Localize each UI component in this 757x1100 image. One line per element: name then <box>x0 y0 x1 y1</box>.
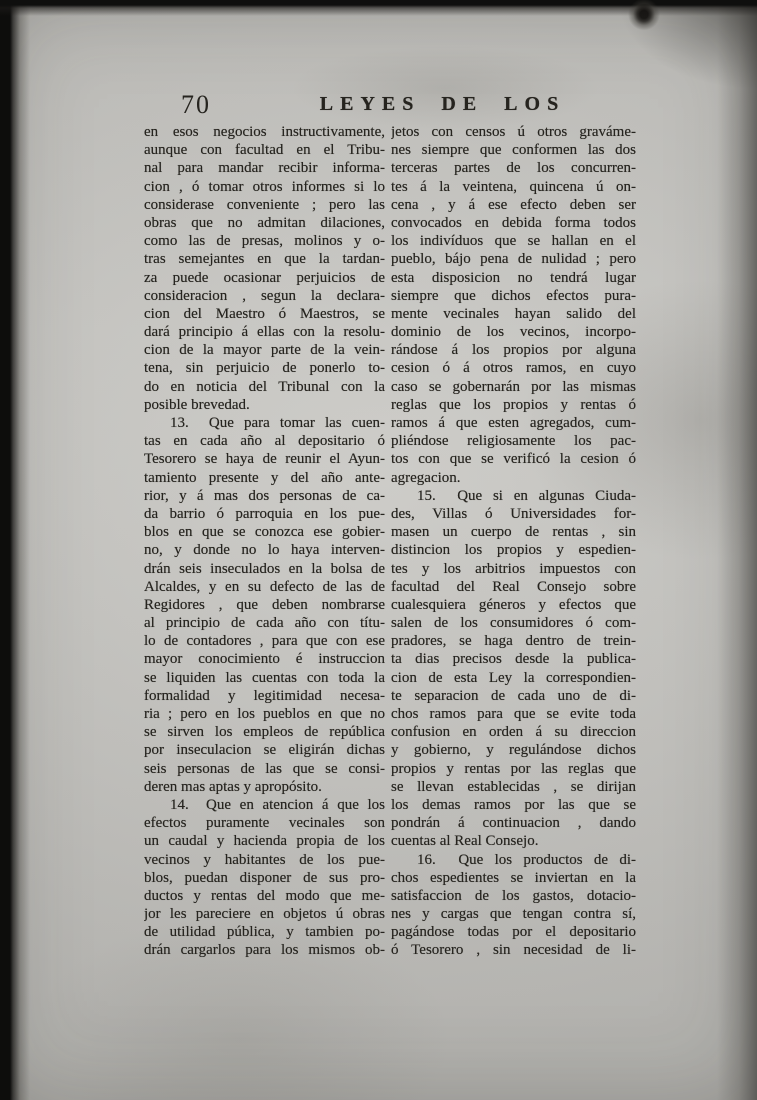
scan-edge-right <box>717 0 757 1100</box>
text-line: convocados en debida forma todos <box>391 214 636 231</box>
text-line: 13. Que para tomar las cuen- <box>170 415 385 431</box>
text-line: nal para mandar recibir informa- <box>144 160 385 177</box>
text-line: nes siempre que conformen las dos <box>391 142 636 159</box>
text-line: pradores, se haga dentro de trein- <box>391 633 636 650</box>
text-line: confusion en orden á su direccion <box>391 724 636 741</box>
text-line: terceras partes de los concurren- <box>391 160 636 177</box>
text-line: tas en cada año al depositario ó <box>144 433 385 450</box>
text-line: efectos puramente vecinales son <box>144 815 385 832</box>
text-line: formalidad y legitimidad necesa- <box>144 687 385 704</box>
text-line: 14. Que en atencion á que los <box>170 796 385 813</box>
text-line: ramos á que esten agregados, cum- <box>391 415 636 431</box>
text-line: Tesorero se haya de reunir el Ayun- <box>144 451 385 468</box>
text-line: aunque con facultad en el Tribu- <box>144 142 385 159</box>
text-line: tena, sin perjuicio de ponerlo to- <box>144 360 385 377</box>
ink-blot <box>628 0 660 32</box>
text-line: por inseculacion se eligirán dichas <box>144 742 385 759</box>
text-line: ria ; pero en los pueblos en que no <box>144 706 385 722</box>
text-line: los demas ramos por las que se <box>391 796 636 813</box>
text-line: obras que no admitan dilaciones, <box>144 214 385 231</box>
text-line: 16. Que los productos de di- <box>417 851 636 868</box>
text-line: rior, y á mas dos personas de ca- <box>144 487 385 504</box>
text-line: esta disposicion no tendrá lugar <box>391 269 636 286</box>
text-line: pagándose todas por el depositario <box>391 924 636 941</box>
text-line: te separacion de cada uno de di- <box>391 687 636 704</box>
text-line: cualesquiera géneros y efectos que <box>391 596 636 613</box>
text-line: distincion los propios y espedien- <box>391 542 636 559</box>
text-line: do en noticia del Tribunal con la <box>144 378 385 395</box>
text-line: en esos negocios instructivamente, <box>144 124 385 140</box>
text-line: cuentas al Real Consejo. <box>391 833 539 850</box>
text-line: nes y cargas que tengan contra sí, <box>391 906 636 923</box>
text-line: blos en que se conozca ese gobier- <box>144 524 385 541</box>
text-column-left <box>144 123 385 960</box>
text-line: cion del Maestro ó Maestros, se <box>144 305 385 322</box>
text-line: un caudal y hacienda propia de los <box>144 833 385 850</box>
text-line: chos ramos para que se evite toda <box>391 706 636 722</box>
text-line: facultad del Real Consejo sobre <box>391 578 636 595</box>
text-line: za puede ocasionar perjuicios de <box>144 269 385 286</box>
text-line: da barrio ó parroquia en los pue- <box>144 505 385 522</box>
text-line: Alcaldes, y en su defecto de las de <box>144 578 385 595</box>
text-line: de utilidad pública, y tambien po- <box>144 924 385 941</box>
text-line: rándose á los propios por alguna <box>391 342 636 359</box>
running-title: LEYES DE LOS <box>319 93 566 115</box>
text-line: reglas que los propios y rentas ó <box>391 396 636 413</box>
text-line: se sirven los empleos de república <box>144 724 385 741</box>
text-line: drán seis inseculados en la bolsa de <box>144 560 385 577</box>
text-line: satisfaccion de los gastos, dotacio- <box>391 887 636 904</box>
text-line: deren mas aptas y apropósito. <box>144 778 322 795</box>
text-line: consideracion , segun la declara- <box>144 287 385 304</box>
text-line: pueblo, bájo pena de nulidad ; pero <box>391 251 636 268</box>
text-line: masen un cuerpo de rentas , sin <box>391 524 636 541</box>
text-line: dominio de los vecinos, incorpo- <box>391 324 636 341</box>
text-line: siempre que dichos efectos pura- <box>391 287 636 304</box>
text-line: propios y rentas por las reglas que <box>391 760 636 777</box>
text-line: Regidores , que deben nombrarse <box>144 596 385 613</box>
text-line: tamiento presente y del año ante- <box>144 469 385 486</box>
text-line: vecinos y habitantes de los pue- <box>144 851 385 868</box>
text-line: mayor conocimiento é instruccion <box>144 651 385 668</box>
text-line: tes á la veintena, quincena ú on- <box>391 178 636 195</box>
text-line: se liquiden las cuentas con toda la <box>144 669 385 686</box>
text-line: considerase conveniente ; pero las <box>144 196 385 213</box>
text-line: cesion ó á otros ramos, en cuyo <box>391 360 636 377</box>
text-line: no, y donde no lo haya interven- <box>144 542 385 559</box>
text-line: cion , ó tomar otros informes si lo <box>144 178 385 195</box>
text-line: ó Tesorero , sin necesidad de li- <box>391 942 636 959</box>
text-line: al principio de cada año con títu- <box>144 615 385 632</box>
text-line: se llevan establecidas , se dirijan <box>391 778 636 795</box>
text-line: blos, puedan disponer de sus pro- <box>144 869 385 886</box>
text-line: cion de esta Ley la correspondien- <box>391 669 636 686</box>
text-line: jor les pareciere en objetos ú obras <box>144 906 385 923</box>
text-line: ta dias precisos desde la publica- <box>391 651 636 668</box>
page-number: 70 <box>181 90 211 119</box>
text-line: tes y los arbitrios impuestos con <box>391 560 636 577</box>
text-line: agregacion. <box>391 469 461 486</box>
text-line: pondrán á continuacion , dando <box>391 815 636 832</box>
text-line: drán cargarlos para los mismos ob- <box>144 942 385 959</box>
text-column-right <box>391 123 636 960</box>
text-line: chos espedientes se inviertan en la <box>391 869 636 886</box>
text-line: posible brevedad. <box>144 396 250 413</box>
text-line: jetos con censos ú otros graváme- <box>391 124 636 140</box>
text-line: mente vecinales hayan salido del <box>391 305 636 322</box>
text-line: cion de la mayor parte de la vein- <box>144 342 385 359</box>
text-line: y gobierno, y regulándose dichos <box>391 742 636 759</box>
text-line: caso se gobernarán por las mismas <box>391 378 636 395</box>
text-line: salen de los consumidores ó com- <box>391 615 636 632</box>
text-line: seis personas de las que se consi- <box>144 760 385 777</box>
text-line: como las de presas, molinos y o- <box>144 233 385 250</box>
text-line: tras semejantes en que la tardan- <box>144 251 385 268</box>
text-line: ductos y rentas del modo que me- <box>144 887 385 904</box>
text-line: cena , y á ese efecto deben ser <box>391 196 636 213</box>
text-line: dará principio á ellas con la resolu- <box>144 324 385 341</box>
text-line: lo de contadores , para que con ese <box>144 633 385 650</box>
text-line: los indivíduos que se hallan en el <box>391 233 636 250</box>
text-line: pliéndose religiosamente los pac- <box>391 433 636 450</box>
scan-edge-left <box>0 0 30 1100</box>
text-line: tos con que se verificó la cesion ó <box>391 451 636 468</box>
page-header <box>0 90 757 124</box>
text-line: 15. Que si en algunas Ciuda- <box>417 487 636 504</box>
text-line: des, Villas ó Universidades for- <box>391 505 636 522</box>
